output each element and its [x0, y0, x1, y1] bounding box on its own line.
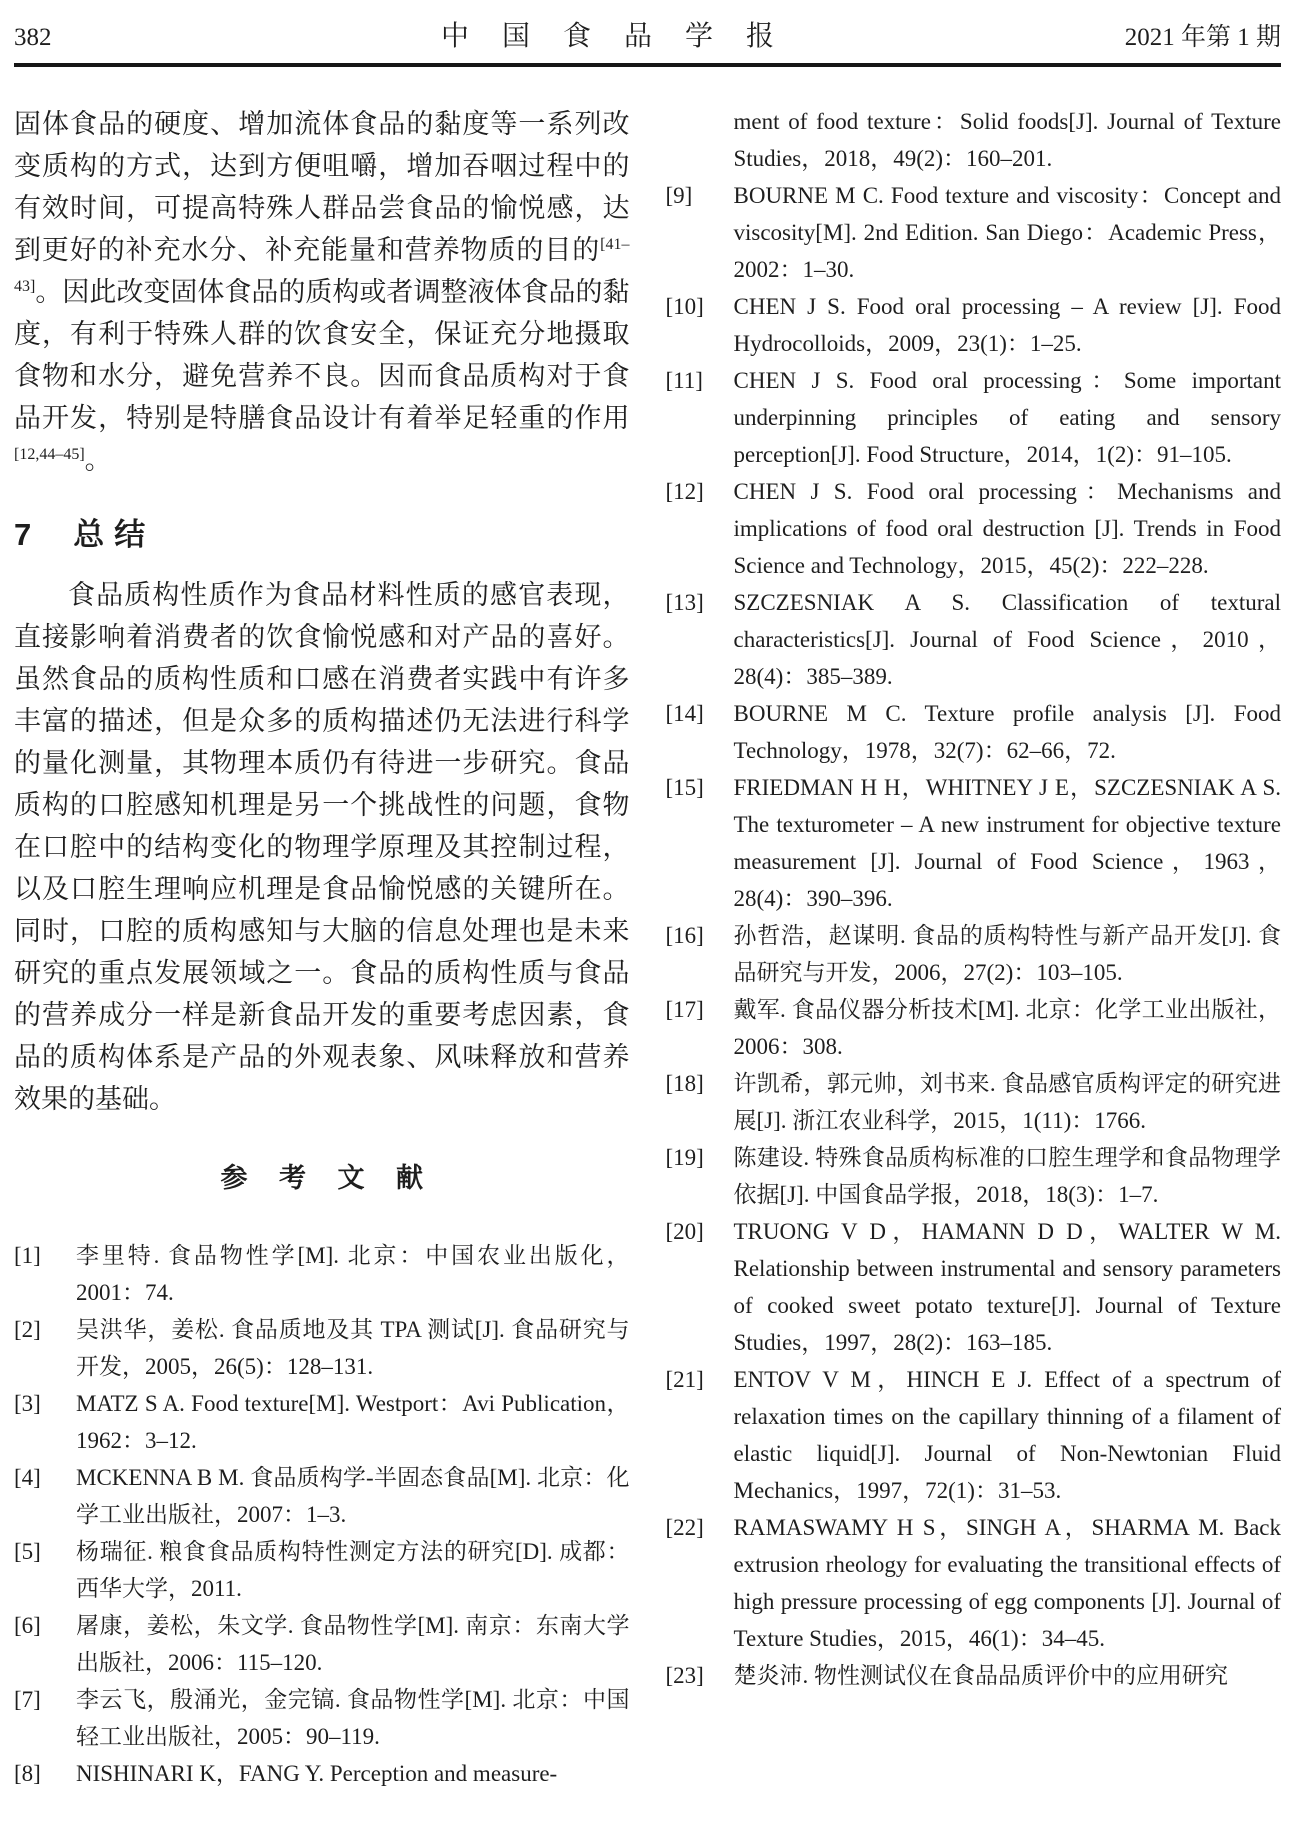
reference-number: [12] — [665, 479, 704, 504]
reference-item — [666, 1139, 1282, 1213]
journal-title: 中 国 食 品 学 报 — [440, 21, 787, 52]
summary-paragraph: 食品质构性质作为食品材料性质的感官表现，直接影响着消费者的饮食愉悦感和对产品的喜好。虽然食品的质构性质和口感在消费者实践中有许多丰富的描述，但是众多的质构描述仍无法进行科学的量化测量，其物理本质仍有待进一步研究。食品质构的口腔感知机理是另一个挑战性的问题，食物在口腔中的结构变化的物理学原理及其控制过程，以及口腔生理响应机理是食品愉悦感的关键所在。同时，口腔的质构感知与大脑的信息处理也是未来研究的重点发展领域之一。食品的质构性质与食品的营养成分一样是新食品开发的重要考虑因素，食品的质构体系是产品的外观表象、风味释放和营养效果的基础。 — [14, 580, 630, 1114]
reference-number: [10] — [665, 294, 704, 319]
reference-text: TRUONG V D，HAMANN D D，WALTER W M. Relationship between instrumental and sensory parameters of cooked sweet potato texture[J]. Journal of Texture Studies，1997，28(2)：163–185. — [733, 1219, 1281, 1355]
reference-text: 楚炎沛. 物性测试仪在食品品质评价中的应用研究 — [733, 1663, 1228, 1688]
reference-continuation: ment of food texture：Solid foods[J]. Journal of Texture Studies，2018，49(2)：160–201. — [733, 109, 1281, 171]
reference-text: 孙哲浩，赵谋明. 食品的质构特性与新产品开发[J]. 食品研究与开发，2006，27(2)：103–105. — [733, 923, 1281, 985]
body-paragraph-continued — [14, 103, 630, 481]
reference-number: [6] — [14, 1613, 41, 1638]
reference-item — [666, 177, 1282, 288]
reference-number: [14] — [665, 701, 704, 726]
reference-text: BOURNE M C. Texture profile analysis [J]. Food Technology，1978，32(7)：62–66，72. — [733, 701, 1281, 763]
reference-number: [22] — [665, 1515, 704, 1540]
reference-text: 杨瑞征. 粮食食品质构特性测定方法的研究[D]. 成都：西华大学，2011. — [76, 1539, 630, 1601]
citation-superscript: [41–43] — [14, 236, 630, 295]
reference-number: [20] — [665, 1219, 704, 1244]
header-rule — [14, 63, 1281, 67]
reference-text: 屠康，姜松，朱文学. 食品物性学[M]. 南京：东南大学出版社，2006：115–120. — [76, 1613, 630, 1675]
reference-text: RAMASWAMY H S，SINGH A，SHARMA M. Back extrusion rheology for evaluating the transitional effects of high pressure processing of egg components [J]. Journal of Texture Studies，2015，46(1)：34–45. — [733, 1515, 1281, 1651]
reference-text: 李云飞，殷涌光，金完镐. 食品物性学[M]. 北京：中国轻工业出版社，2005：90–119. — [76, 1687, 630, 1749]
section-title: 总结 — [73, 517, 156, 552]
page-number: 382 — [14, 24, 52, 51]
reference-number: [23] — [665, 1663, 704, 1688]
reference-text: FRIEDMAN H H，WHITNEY J E，SZCZESNIAK A S. The texturometer – A new instrument for objective texture measurement [J]. Journal of Food Science，1963，28(4)：390–396. — [733, 775, 1281, 911]
reference-text: 陈建设. 特殊食品质构标准的口腔生理学和食品物理学依据[J]. 中国食品学报，2018，18(3)：1–7. — [733, 1145, 1281, 1207]
paragraph-text: 。因此改变固体食品的质构或者调整液体食品的黏度，有利于特殊人群的饮食安全，保证充分地摄取食物和水分，避免营养不良。因而食品质构对于食品开发，特别是特膳食品设计有着举足轻重的作用 — [14, 277, 630, 433]
reference-item — [666, 1213, 1282, 1361]
reference-item — [14, 1681, 630, 1755]
section-number: 7 — [14, 517, 32, 552]
reference-item — [666, 584, 1282, 695]
reference-item — [666, 1065, 1282, 1139]
reference-item — [666, 1509, 1282, 1657]
reference-item — [14, 1237, 630, 1311]
reference-item — [14, 1385, 630, 1459]
citation-superscript: [12,44–45] — [14, 446, 85, 463]
reference-number: [7] — [14, 1687, 41, 1712]
reference-text: SZCZESNIAK A S. Classification of textural characteristics[J]. Journal of Food Science，2010，28(4)：385–389. — [733, 590, 1281, 689]
reference-text: MCKENNA B M. 食品质构学-半固态食品[M]. 北京：化学工业出版社，2007：1–3. — [76, 1465, 630, 1527]
reference-number: [15] — [665, 775, 704, 800]
reference-number: [2] — [14, 1317, 41, 1342]
reference-item — [666, 769, 1282, 917]
reference-list-left — [14, 1237, 630, 1792]
reference-item — [14, 1311, 630, 1385]
left-column — [14, 103, 630, 1792]
page-header — [14, 14, 1281, 54]
reference-item — [666, 695, 1282, 769]
paragraph-text: 。 — [84, 445, 112, 475]
reference-number: [9] — [665, 183, 693, 208]
reference-text: CHEN J S. Food oral processing – A review [J]. Food Hydrocolloids，2009，23(1)：1–25. — [733, 294, 1281, 356]
reference-item — [14, 1533, 630, 1607]
issue-info: 2021 年第 1 期 — [1124, 24, 1281, 51]
reference-text: 戴军. 食品仪器分析技术[M]. 北京：化学工业出版社，2006：308. — [733, 997, 1281, 1059]
two-column-layout — [14, 103, 1281, 1792]
reference-text: CHEN J S. Food oral processing：Mechanisms and implications of food oral destruction [J]. Trends in Food Science and Technology，2015，45(2)：222–228. — [733, 479, 1281, 578]
reference-item — [666, 917, 1282, 991]
reference-text: 吴洪华，姜松. 食品质地及其 TPA 测试[J]. 食品研究与开发，2005，26(5)：128–131. — [76, 1317, 630, 1379]
reference-text: NISHINARI K，FANG Y. Perception and measure- — [76, 1761, 558, 1786]
reference-item — [666, 288, 1282, 362]
reference-item — [666, 362, 1282, 473]
reference-number: [4] — [14, 1465, 41, 1490]
reference-item — [14, 1459, 630, 1533]
reference-number: [18] — [665, 1071, 704, 1096]
reference-number: [1] — [14, 1243, 41, 1268]
reference-text: CHEN J S. Food oral processing：Some important underpinning principles of eating and sensory perception[J]. Food Structure，2014，1(2)：91–105. — [733, 368, 1281, 467]
reference-item — [666, 1657, 1282, 1694]
reference-text: MATZ S A. Food texture[M]. Westport：Avi Publication，1962：3–12. — [76, 1391, 630, 1453]
right-column — [666, 103, 1282, 1792]
reference-number: [21] — [665, 1367, 704, 1392]
reference-text: 李里特. 食品物性学[M]. 北京：中国农业出版化，2001：74. — [76, 1243, 630, 1305]
reference-item — [666, 991, 1282, 1065]
reference-text: BOURNE M C. Food texture and viscosity：Concept and viscosity[M]. 2nd Edition. San Diego：Academic Press，2002：1–30. — [733, 183, 1281, 282]
reference-list-right — [666, 177, 1282, 1694]
references-heading: 参 考 文 献 — [220, 1163, 435, 1193]
reference-item — [14, 1755, 630, 1792]
reference-number: [19] — [665, 1145, 704, 1170]
section-heading — [14, 509, 630, 554]
reference-number: [8] — [14, 1761, 41, 1786]
reference-number: [13] — [665, 590, 704, 615]
reference-number: [5] — [14, 1539, 41, 1564]
reference-item — [14, 1607, 630, 1681]
paragraph-text: 固体食品的硬度、增加流体食品的黏度等一系列改变质构的方式，达到方便咀嚼，增加吞咽过程中的有效时间，可提高特殊人群品尝食品的愉悦感，达到更好的补充水分、补充能量和营养物质的目的 — [14, 109, 630, 265]
reference-number: [11] — [665, 368, 703, 393]
reference-item — [666, 1361, 1282, 1509]
reference-number: [17] — [665, 997, 704, 1022]
reference-number: [3] — [14, 1391, 41, 1416]
reference-number: [16] — [665, 923, 704, 948]
reference-text: ENTOV V M，HINCH E J. Effect of a spectrum of relaxation times on the capillary thinning of a filament of elastic liquid[J]. Journal of Non-Newtonian Fluid Mechanics，1997，72(1)：31–53. — [733, 1367, 1281, 1503]
reference-item — [666, 473, 1282, 584]
reference-text: 许凯希，郭元帅，刘书来. 食品感官质构评定的研究进展[J]. 浙江农业科学，2015，1(11)：1766. — [733, 1071, 1281, 1133]
